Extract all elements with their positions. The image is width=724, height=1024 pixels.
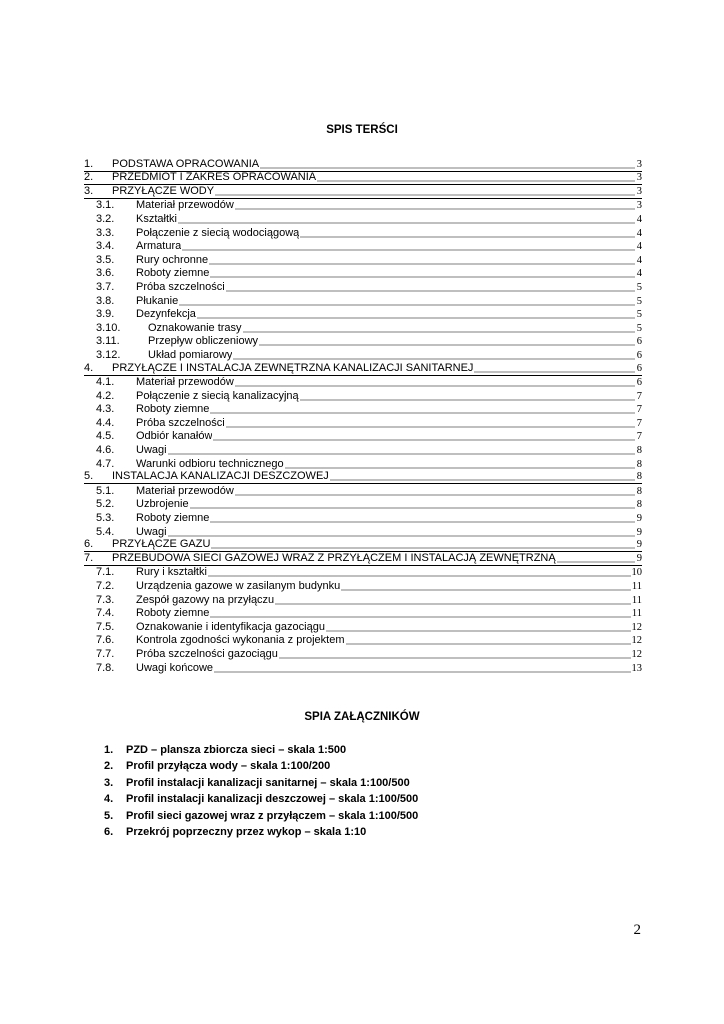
toc-entry[interactable]	[84, 226, 642, 240]
dot-leader	[210, 513, 635, 523]
toc-entry-number: 3.3.	[96, 226, 115, 239]
dot-leader	[182, 241, 635, 251]
toc-entry-number: 4.	[84, 361, 94, 374]
toc-entry[interactable]	[84, 647, 642, 661]
toc-entry-page: 6	[636, 362, 642, 374]
toc-entry-number: 7.1.	[96, 566, 115, 579]
dot-leader	[208, 567, 631, 577]
toc-entry-number: 4.5.	[96, 430, 115, 443]
toc-entry-label: PODSTAWA OPRACOWANIA	[112, 157, 260, 170]
attachment-label: Profil sieci gazowej wraz z przyłączem – skala 1:100/500	[126, 809, 419, 822]
toc-entry-page: 9	[636, 539, 642, 551]
attachments-list	[104, 742, 418, 840]
attachment-number: 6.	[104, 825, 114, 838]
dot-leader	[226, 282, 635, 292]
toc-entry[interactable]	[84, 430, 642, 444]
toc-entry-label: Odbiór kanałów	[136, 430, 213, 443]
dot-leader	[285, 459, 635, 469]
toc-entry-label: Próba szczelności gazociągu	[136, 647, 278, 660]
toc-entry-label: INSTALACJA KANALIZACJI DESZCZOWEJ	[112, 470, 329, 483]
toc-entry-page: 11	[631, 594, 642, 606]
dot-leader	[211, 539, 635, 549]
toc-entry-label: Próba szczelności	[136, 280, 225, 293]
toc-entry-page: 5	[636, 281, 642, 293]
toc-entry-page: 7	[636, 431, 642, 443]
toc-entry-label: Roboty ziemne	[136, 512, 210, 525]
toc-entry-number: 3.	[84, 184, 94, 197]
dot-leader	[233, 350, 635, 360]
toc-entry-page: 8	[636, 499, 642, 511]
attachment-label: Przekrój poprzeczny przez wykop – skala 1:10	[126, 825, 367, 838]
toc-entry-number: 4.7.	[96, 457, 115, 470]
dot-leader	[275, 595, 631, 605]
attachment-item	[104, 824, 418, 840]
dot-leader	[326, 622, 631, 632]
toc-entry-label: Kształtki	[136, 212, 177, 225]
dot-leader	[235, 377, 635, 387]
toc-entry-label: Przepływ obliczeniowy	[148, 335, 259, 348]
toc-entry[interactable]	[84, 539, 642, 553]
dot-leader	[210, 268, 635, 278]
toc-entry-label: PRZYŁĄCZE I INSTALACJA ZEWNĘTRZNA KANALIZACJI SANITARNEJ	[112, 361, 474, 374]
toc-entry-page: 11	[631, 608, 642, 620]
toc-entry[interactable]	[84, 253, 642, 267]
dot-leader	[557, 553, 635, 563]
attachment-item	[104, 758, 418, 774]
toc-entry-number: 7.7.	[96, 647, 115, 660]
toc-entry-label: Materiał przewodów	[136, 376, 234, 389]
toc-entry-page: 7	[636, 390, 642, 402]
toc-entry-number: 4.1.	[96, 376, 115, 389]
toc-entry-number: 7.6.	[96, 634, 115, 647]
toc-entry-page: 8	[636, 458, 642, 470]
toc-entry-page: 12	[631, 621, 642, 633]
toc-entry[interactable]	[84, 362, 642, 376]
toc-entry-page: 3	[636, 158, 642, 170]
dot-leader	[168, 445, 635, 455]
toc-entry-label: Zespół gazowy na przyłączu	[136, 593, 275, 606]
toc-entry-number: 2.	[84, 171, 94, 184]
toc-entry-label: Rury i kształtki	[136, 566, 207, 579]
toc-entry-number: 3.1.	[96, 199, 115, 212]
toc-entry-number: 3.4.	[96, 240, 115, 253]
attachment-label: PZD – plansza zbiorcza sieci – skala 1:500	[126, 744, 347, 756]
toc-entry-page: 13	[631, 662, 642, 674]
toc-entry-label: Uwagi końcowe	[136, 661, 214, 674]
toc-entry-number: 4.2.	[96, 389, 115, 402]
toc-entry-label: Uzbrojenie	[136, 498, 189, 511]
toc-entry-label: Roboty ziemne	[136, 267, 210, 280]
toc-entry-number: 3.6.	[96, 267, 115, 280]
toc-entry-page: 7	[636, 404, 642, 416]
toc-entry-page: 12	[631, 635, 642, 647]
toc-entry[interactable]	[84, 416, 642, 430]
toc-entry[interactable]	[84, 607, 642, 621]
toc-entry-number: 3.11.	[96, 335, 120, 348]
attachment-number: 4.	[104, 793, 114, 806]
toc-entry-label: Armatura	[136, 240, 182, 253]
toc-entry-page: 8	[636, 445, 642, 457]
toc-entry-page: 4	[636, 268, 642, 280]
toc-entry[interactable]	[84, 158, 642, 172]
dot-leader	[260, 159, 635, 169]
toc-entry-number: 7.	[84, 551, 94, 564]
dot-leader	[300, 391, 635, 401]
toc-entry[interactable]	[84, 212, 642, 226]
toc-entry-page: 9	[636, 513, 642, 525]
toc-entry[interactable]	[84, 280, 642, 294]
toc-entry-number: 4.3.	[96, 403, 115, 416]
toc-entry-number: 5.4.	[96, 525, 115, 538]
dot-leader	[346, 635, 631, 645]
toc-entry[interactable]	[84, 471, 642, 485]
toc-entry[interactable]	[84, 634, 642, 648]
toc-entry-number: 3.7.	[96, 280, 115, 293]
toc-entry-number: 1.	[84, 157, 94, 170]
toc-entry-page: 7	[636, 417, 642, 429]
toc-entry[interactable]	[84, 620, 642, 634]
toc-entry[interactable]	[84, 389, 642, 403]
toc-entry-label: PRZYŁĄCZE WODY	[112, 184, 215, 197]
dot-leader	[259, 336, 635, 346]
dot-leader	[210, 404, 635, 414]
toc-entry-page: 6	[636, 377, 642, 389]
toc-entry[interactable]	[84, 267, 642, 281]
dot-leader	[235, 200, 635, 210]
toc-entry[interactable]	[84, 294, 642, 308]
dot-leader	[243, 323, 635, 333]
toc-entry-label: Oznakowanie i identyfikacja gazociągu	[136, 620, 325, 633]
toc-entry-number: 3.5.	[96, 253, 115, 266]
attachment-item	[104, 808, 418, 824]
dot-leader	[279, 649, 631, 659]
attachment-number: 5.	[104, 809, 114, 822]
toc-entry-number: 3.12.	[96, 348, 121, 361]
toc-entry-page: 10	[631, 567, 642, 579]
toc-entry-page: 6	[636, 336, 642, 348]
toc-entry-label: Kontrola zgodności wykonania z projektem	[136, 634, 345, 647]
toc-entry-label: Rury ochronne	[136, 253, 209, 266]
toc-entry[interactable]	[84, 185, 642, 199]
toc-entry-label: Materiał przewodów	[136, 484, 234, 497]
toc-entry-page: 6	[636, 349, 642, 361]
dot-leader	[341, 581, 631, 591]
toc-entry-page: 4	[636, 241, 642, 253]
toc-entry-number: 7.4.	[96, 607, 115, 620]
toc-entry-label: Oznakowanie trasy	[148, 321, 242, 334]
toc-entry-number: 5.2.	[96, 498, 115, 511]
toc-entry-page: 5	[636, 309, 642, 321]
toc-entry[interactable]	[84, 552, 642, 566]
toc-entry-number: 5.3.	[96, 512, 115, 525]
toc-entry-label: Układ pomiarowy	[148, 348, 233, 361]
toc-entry-number: 3.9.	[96, 308, 115, 321]
toc-entry[interactable]	[84, 566, 642, 580]
toc-entry-number: 3.2.	[96, 212, 115, 225]
dot-leader	[209, 255, 635, 265]
toc-entry-number: 7.5.	[96, 620, 115, 633]
dot-leader	[213, 431, 635, 441]
toc-entry-number: 4.6.	[96, 444, 115, 457]
attachment-label: Profil instalacji kanalizacji deszczowej – skala 1:100/500	[126, 793, 419, 806]
toc-entry[interactable]	[84, 376, 642, 390]
dot-leader	[330, 471, 635, 481]
toc-entry[interactable]	[84, 457, 642, 471]
dot-leader	[474, 363, 635, 373]
toc-entry-page: 3	[636, 185, 642, 197]
toc-entry-label: Próba szczelności	[136, 416, 225, 429]
toc-entry-page: 12	[631, 648, 642, 660]
table-of-contents	[84, 158, 642, 675]
attachment-number: 2.	[104, 760, 114, 773]
toc-entry-label: PRZEDMIOT I ZAKRES OPRACOWANIA	[112, 171, 317, 184]
toc-entry[interactable]	[84, 511, 642, 525]
toc-entry-label: Roboty ziemne	[136, 607, 210, 620]
toc-entry-number: 7.2.	[96, 580, 115, 592]
toc-entry-label: PRZYŁĄCZE GAZU	[112, 538, 211, 551]
toc-entry-label: Warunki odbioru technicznego	[136, 457, 284, 470]
attachment-number: 3.	[104, 776, 114, 789]
toc-entry-number: 7.3.	[96, 593, 115, 606]
dot-leader	[226, 418, 635, 428]
toc-entry-number: 6.	[84, 538, 94, 551]
toc-entry[interactable]	[84, 579, 642, 593]
attachment-item	[104, 791, 418, 807]
toc-title: SPIS TERŚCI	[326, 124, 398, 136]
toc-entry-page: 9	[636, 552, 642, 564]
toc-entry[interactable]	[84, 593, 642, 607]
toc-entry[interactable]	[84, 443, 642, 457]
toc-entry-label: Połączenie z siecią kanalizacyjną	[136, 389, 299, 402]
attachment-item	[104, 742, 418, 758]
toc-entry[interactable]	[84, 525, 642, 539]
toc-entry-label: Materiał przewodów	[136, 199, 234, 212]
toc-entry-page: 4	[636, 213, 642, 225]
toc-entry-page: 4	[636, 254, 642, 266]
attachments-title: SPIA ZAŁĄCZNIKÓW	[304, 711, 420, 723]
toc-entry-label: Połączenie z siecią wodociągową	[136, 226, 300, 239]
toc-entry-label: Dezynfekcja	[136, 308, 196, 321]
toc-entry-number: 4.4.	[96, 416, 115, 429]
dot-leader	[214, 663, 630, 673]
toc-entry[interactable]	[84, 199, 642, 213]
dot-leader	[210, 608, 631, 618]
toc-entry-page: 9	[636, 526, 642, 538]
attachment-number: 1.	[104, 744, 114, 756]
toc-entry[interactable]	[84, 498, 642, 512]
attachment-label: Profil przyłącza wody – skala 1:100/200	[126, 760, 331, 773]
attachment-item	[104, 775, 418, 791]
dot-leader	[317, 172, 635, 182]
dot-leader	[178, 214, 635, 224]
toc-entry[interactable]	[84, 308, 642, 322]
toc-entry-label: Roboty ziemne	[136, 403, 210, 416]
dot-leader	[197, 309, 635, 319]
toc-entry-label: Urządzenia gazowe w zasilanym budynku	[136, 580, 341, 592]
toc-entry-page: 8	[636, 471, 642, 483]
toc-entry-page: 3	[636, 200, 642, 212]
toc-entry[interactable]	[84, 240, 642, 254]
toc-entry-page: 5	[636, 295, 642, 307]
toc-entry-label: Uwagi	[136, 444, 167, 457]
toc-entry[interactable]	[84, 484, 642, 498]
toc-entry[interactable]	[84, 172, 642, 186]
toc-entry[interactable]	[84, 335, 642, 349]
dot-leader	[190, 499, 635, 509]
toc-entry-number: 3.10.	[96, 321, 121, 334]
toc-entry-number: 5.1.	[96, 484, 115, 497]
toc-entry-page: 11	[631, 581, 642, 592]
toc-entry-page: 3	[636, 172, 642, 184]
page-number: 2	[633, 922, 641, 938]
dot-leader	[168, 527, 635, 537]
toc-entry[interactable]	[84, 403, 642, 417]
toc-entry-number: 7.8.	[96, 661, 115, 674]
toc-entry-number: 5.	[84, 470, 94, 483]
dot-leader	[179, 296, 635, 306]
toc-entry-page: 8	[636, 485, 642, 497]
toc-entry[interactable]	[84, 348, 642, 362]
dot-leader	[235, 486, 635, 496]
toc-entry-number: 3.8.	[96, 294, 115, 307]
dot-leader	[300, 228, 635, 238]
toc-entry-label: PRZEBUDOWA SIECI GAZOWEJ WRAZ Z PRZYŁĄCZEM I INSTALACJĄ ZEWNĘTRZNĄ	[112, 551, 556, 564]
toc-entry-label: Płukanie	[136, 294, 179, 307]
toc-entry-label: Uwagi	[136, 525, 167, 538]
toc-entry-page: 5	[636, 322, 642, 334]
toc-entry-page: 4	[636, 227, 642, 239]
toc-entry[interactable]	[84, 661, 642, 675]
toc-entry[interactable]	[84, 321, 642, 335]
dot-leader	[215, 186, 635, 196]
attachment-label: Profil instalacji kanalizacji sanitarnej – skala 1:100/500	[126, 776, 410, 789]
